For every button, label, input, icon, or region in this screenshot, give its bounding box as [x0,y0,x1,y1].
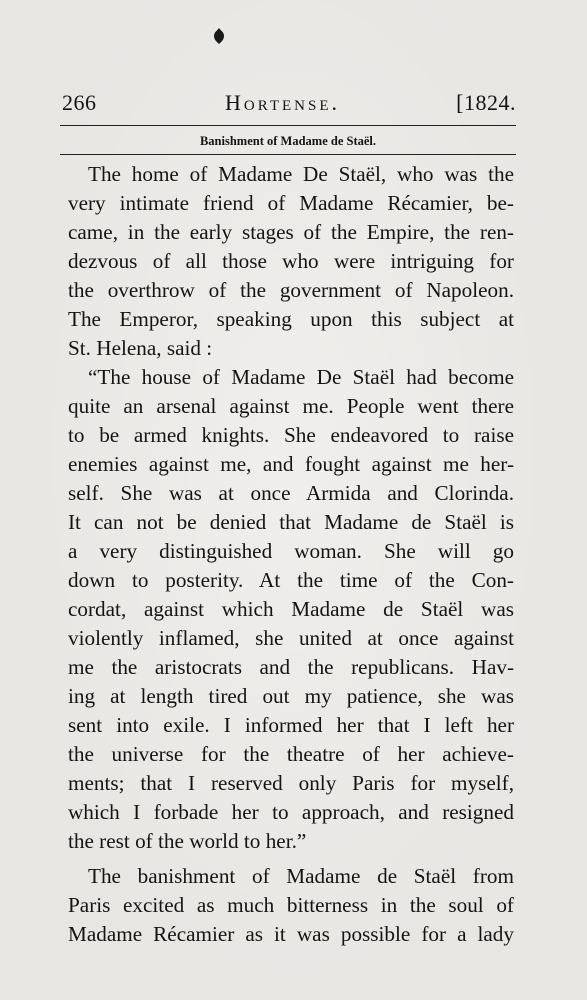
text-line: ments; that I reserved only Paris for myself, [68,771,514,795]
text-line: dezvous of all those who were intriguing for [68,249,514,273]
running-title: Hortense. [225,90,340,115]
text-line: The home of Madame De Staël, who was the [88,162,514,186]
section-title: Banishment of Madame de Staël. [199,134,377,148]
text-line: It can not be denied that Madame de Staël is [68,510,514,534]
text-line: quite an arsenal against me. People went there [68,394,514,418]
text-line: enemies against me, and fought against me her- [68,452,514,476]
text-line: St. Helena, said : [68,336,213,360]
header-rule-top [60,125,516,126]
text-line: self. She was at once Armida and Clorinda. [68,481,514,505]
text-line: Madame Récamier as it was possible for a lady [68,922,514,946]
text-line: “The house of Madame De Staël had become [88,365,514,389]
paragraph-1 [68,160,514,363]
text-line: the universe for the theatre of her achieve- [68,742,514,766]
text-line: violently inflamed, she united at once against [68,626,514,650]
text-line: the rest of the world to her.” [68,829,307,853]
printer-ornament-icon [212,28,226,44]
text-line: which I forbade her to approach, and resigned [68,800,514,824]
text-line: very intimate friend of Madame Récamier, be- [68,191,514,215]
text-line: sent into exile. I informed her that I left her [68,713,514,737]
text-line: ing at length tired out my patience, she was [68,684,514,708]
text-line: Paris excited as much bitterness in the soul of [68,893,514,917]
text-line: came, in the early stages of the Empire, the ren- [68,220,514,244]
text-line: cordat, against which Madame de Staël was [68,597,514,621]
paragraph-2-quotation [68,363,514,856]
text-line: down to posterity. At the time of the Con- [68,568,514,592]
text-line: to be armed knights. She endeavored to raise [68,423,514,447]
text-line: me the aristocrats and the republicans. Hav- [68,655,514,679]
text-line: The banishment of Madame de Staël from [88,864,514,888]
header-rule-bottom [60,154,516,155]
page-number: 266 [62,90,97,115]
paragraph-3 [68,862,514,949]
header-year: [1824. [456,90,516,115]
body-text [68,160,514,949]
text-line: a very distinguished woman. She will go [68,539,514,563]
text-line: the overthrow of the government of Napoleon. [68,278,514,302]
text-line: The Emperor, speaking upon this subject at [68,307,514,331]
running-head [60,90,516,120]
